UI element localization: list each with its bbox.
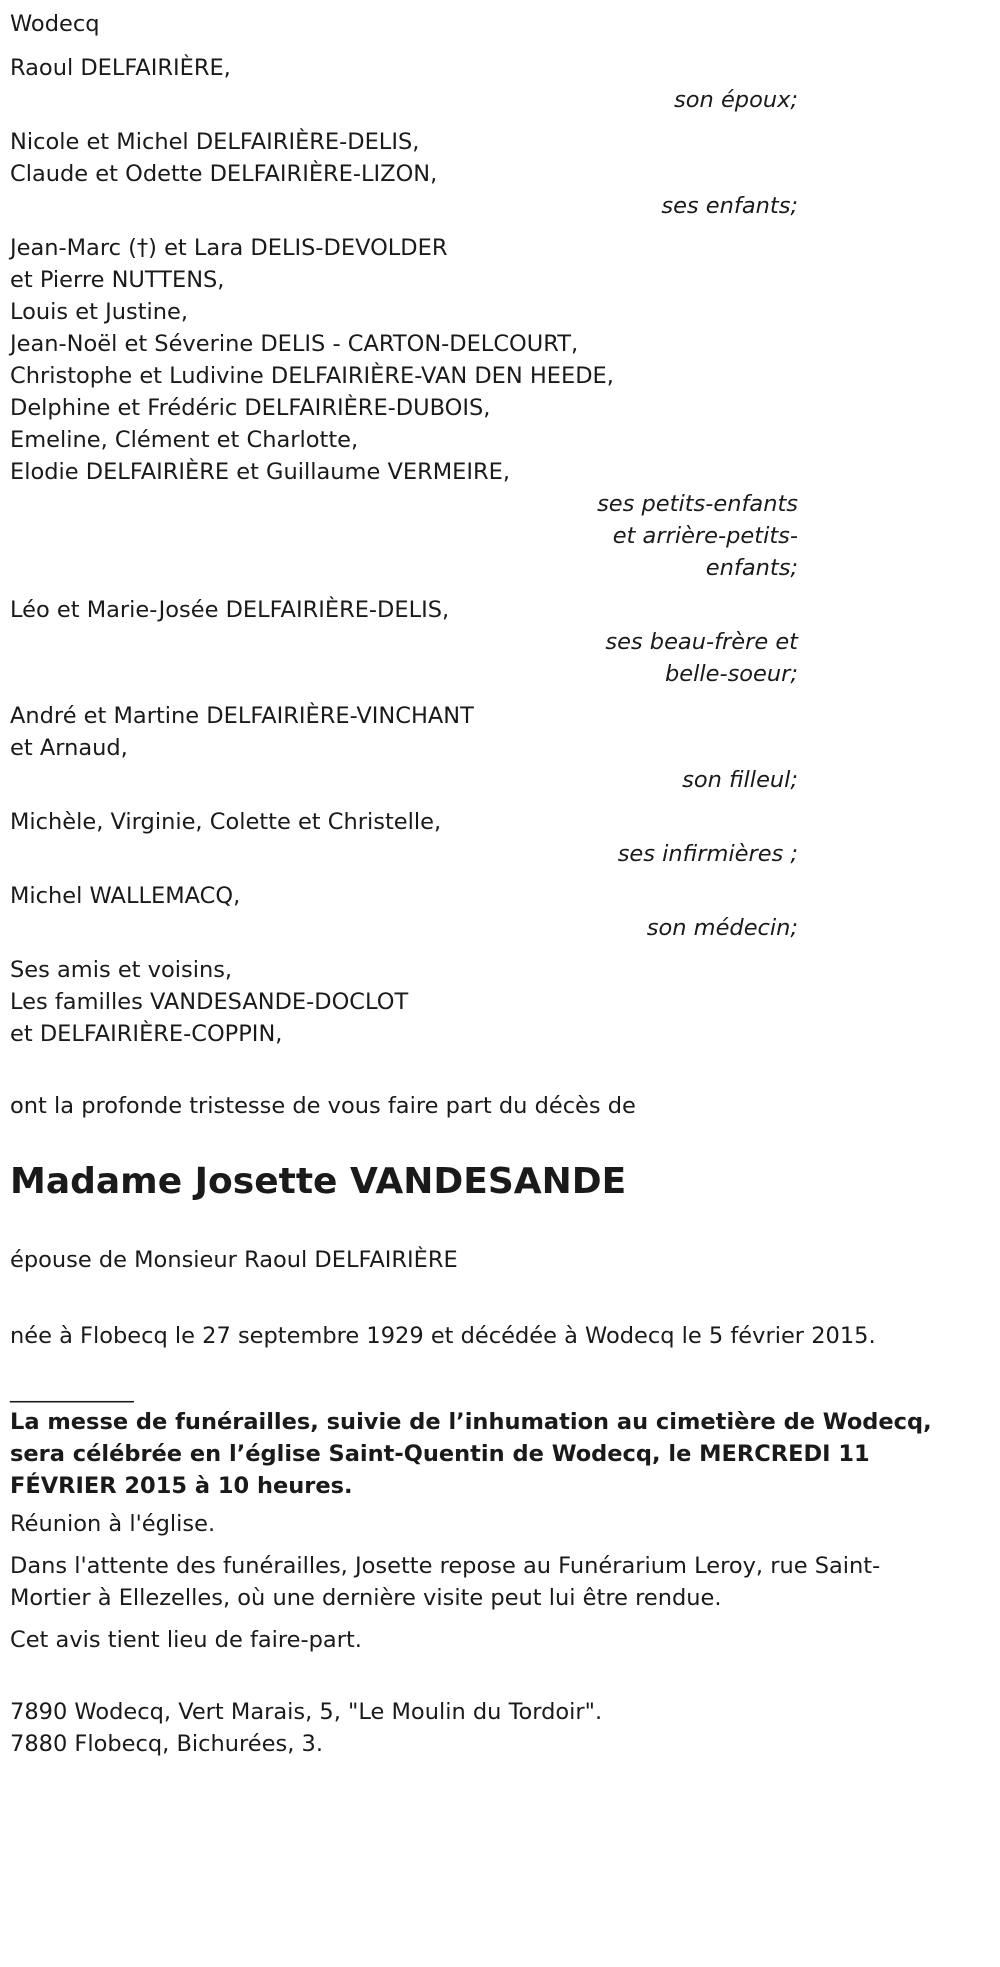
address-line: 7880 Flobecq, Bichurées, 3. — [10, 1731, 323, 1757]
addresses — [10, 1696, 990, 1760]
family-group-nurses — [10, 806, 990, 870]
family-group-godson — [10, 700, 990, 796]
family-group-children — [10, 126, 990, 222]
meeting-place: Réunion à l'église. — [10, 1511, 216, 1537]
family-role — [10, 190, 798, 222]
family-name-line: André et Martine DELFAIRIÈRE-VINCHANT — [10, 703, 474, 729]
role-line: ses beau-frère et — [605, 629, 798, 655]
role-line: ses enfants; — [661, 193, 798, 219]
location-header: Wodecq — [10, 11, 100, 37]
family-name-line: Nicole et Michel DELFAIRIÈRE-DELIS, — [10, 129, 420, 155]
role-line: enfants; — [705, 555, 798, 581]
funeral-details: La messe de funérailles, suivie de l’inhumation au cimetière de Wodecq, sera célébrée en l’église Saint-Quentin de Wodecq, le MERCREDI 11 FÉVRIER 2015 à 10 heures. — [10, 1409, 932, 1499]
family-role — [10, 488, 798, 584]
visitation-details: Dans l'attente des funérailles, Josette repose au Funérarium Leroy, rue Saint-Mortier à Ellezelles, où une dernière visite peut lui être rendue. — [10, 1553, 881, 1611]
birth-death-dates: née à Flobecq le 27 septembre 1929 et décédée à Wodecq le 5 février 2015. — [10, 1323, 876, 1349]
family-name-line: Emeline, Clément et Charlotte, — [10, 427, 359, 453]
family-name-line: Michèle, Virginie, Colette et Christelle, — [10, 809, 442, 835]
family-name-line: Christophe et Ludivine DELFAIRIÈRE-VAN DEN HEEDE, — [10, 363, 614, 389]
role-line: son époux; — [674, 87, 798, 113]
family-name-line: et Pierre NUTTENS, — [10, 267, 225, 293]
role-line: et arrière-petits- — [612, 523, 798, 549]
family-name-line: Elodie DELFAIRIÈRE et Guillaume VERMEIRE, — [10, 459, 510, 485]
family-name-line: Raoul DELFAIRIÈRE, — [10, 55, 231, 81]
family-role — [10, 626, 798, 690]
family-role — [10, 764, 798, 796]
family-group-spouse — [10, 52, 990, 116]
family-name-line: Jean-Marc (†) et Lara DELIS-DEVOLDER — [10, 235, 448, 261]
role-line: son médecin; — [646, 915, 798, 941]
family-name-line: Léo et Marie-Josée DELFAIRIÈRE-DELIS, — [10, 597, 450, 623]
family-group-doctor — [10, 880, 990, 944]
family-name-line: et DELFAIRIÈRE-COPPIN, — [10, 1021, 283, 1047]
family-name-line: Michel WALLEMACQ, — [10, 883, 241, 909]
family-group-friends — [10, 954, 990, 1050]
role-line: belle-soeur; — [664, 661, 798, 687]
family-name-line: Delphine et Frédéric DELFAIRIÈRE-DUBOIS, — [10, 395, 491, 421]
family-name-line: et Arnaud, — [10, 735, 128, 761]
announcement-intro: ont la profonde tristesse de vous faire part du décès de — [10, 1093, 636, 1119]
deceased-name: Madame Josette VANDESANDE — [10, 1161, 627, 1202]
family-role — [10, 912, 798, 944]
family-name-line: Ses amis et voisins, — [10, 957, 233, 983]
family-role — [10, 838, 798, 870]
family-group-in-laws — [10, 594, 990, 690]
family-name-line: Les familles VANDESANDE-DOCLOT — [10, 989, 409, 1015]
family-role — [10, 84, 798, 116]
role-line: son filleul; — [682, 767, 798, 793]
family-name-line: Claude et Odette DELFAIRIÈRE-LIZON, — [10, 161, 438, 187]
family-name-line: Louis et Justine, — [10, 299, 189, 325]
spouse-line: épouse de Monsieur Raoul DELFAIRIÈRE — [10, 1247, 458, 1273]
family-group-grandchildren — [10, 232, 990, 584]
role-line: ses petits-enfants — [597, 491, 798, 517]
address-line: 7890 Wodecq, Vert Marais, 5, "Le Moulin du Tordoir". — [10, 1699, 603, 1725]
role-line: ses infirmières ; — [617, 841, 798, 867]
notice-line: Cet avis tient lieu de faire-part. — [10, 1627, 362, 1653]
family-name-line: Jean-Noël et Séverine DELIS - CARTON-DELCOURT, — [10, 331, 579, 357]
separator: ___________ — [10, 1377, 134, 1403]
